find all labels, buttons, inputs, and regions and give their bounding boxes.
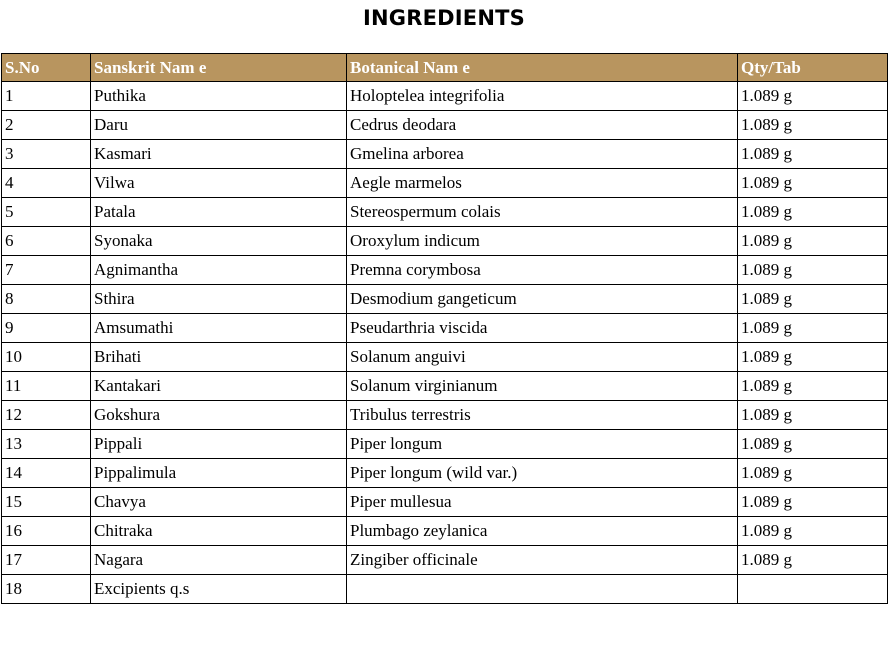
cell-qty-tab: 1.089 g xyxy=(738,343,888,372)
cell-sanskrit-name: Gokshura xyxy=(91,401,347,430)
table-row xyxy=(2,285,888,314)
table-row xyxy=(2,169,888,198)
cell-sno: 8 xyxy=(2,285,91,314)
cell-botanical-name: Desmodium gangeticum xyxy=(347,285,738,314)
cell-sanskrit-name: Amsumathi xyxy=(91,314,347,343)
cell-sanskrit-name: Sthira xyxy=(91,285,347,314)
cell-botanical-name: Stereospermum colais xyxy=(347,198,738,227)
column-header-botanical-name: Botanical Nam e xyxy=(347,54,738,82)
table-row xyxy=(2,459,888,488)
column-header-qty-tab: Qty/Tab xyxy=(738,54,888,82)
cell-sanskrit-name: Kantakari xyxy=(91,372,347,401)
table-row xyxy=(2,430,888,459)
cell-sanskrit-name: Agnimantha xyxy=(91,256,347,285)
cell-qty-tab: 1.089 g xyxy=(738,169,888,198)
cell-botanical-name: Piper longum xyxy=(347,430,738,459)
cell-qty-tab: 1.089 g xyxy=(738,430,888,459)
cell-sanskrit-name: Vilwa xyxy=(91,169,347,198)
cell-sanskrit-name: Brihati xyxy=(91,343,347,372)
cell-sno: 18 xyxy=(2,575,91,604)
cell-sanskrit-name: Patala xyxy=(91,198,347,227)
cell-sno: 2 xyxy=(2,111,91,140)
cell-sno: 3 xyxy=(2,140,91,169)
cell-qty-tab: 1.089 g xyxy=(738,227,888,256)
cell-botanical-name: Cedrus deodara xyxy=(347,111,738,140)
cell-sanskrit-name: Pippalimula xyxy=(91,459,347,488)
cell-sanskrit-name: Pippali xyxy=(91,430,347,459)
table-row xyxy=(2,343,888,372)
column-header-sanskrit-name: Sanskrit Nam e xyxy=(91,54,347,82)
cell-qty-tab: 1.089 g xyxy=(738,517,888,546)
table-row xyxy=(2,517,888,546)
cell-qty-tab: 1.089 g xyxy=(738,82,888,111)
column-header-sno: S.No xyxy=(2,54,91,82)
cell-sanskrit-name: Chitraka xyxy=(91,517,347,546)
cell-botanical-name: Zingiber officinale xyxy=(347,546,738,575)
cell-qty-tab: 1.089 g xyxy=(738,285,888,314)
cell-qty-tab: 1.089 g xyxy=(738,140,888,169)
cell-sanskrit-name: Daru xyxy=(91,111,347,140)
cell-qty-tab: 1.089 g xyxy=(738,372,888,401)
cell-botanical-name: Piper mullesua xyxy=(347,488,738,517)
cell-botanical-name: Solanum virginianum xyxy=(347,372,738,401)
table-row xyxy=(2,401,888,430)
cell-sno: 17 xyxy=(2,546,91,575)
table-row xyxy=(2,227,888,256)
cell-qty-tab: 1.089 g xyxy=(738,111,888,140)
cell-botanical-name: Premna corymbosa xyxy=(347,256,738,285)
cell-botanical-name: Holoptelea integrifolia xyxy=(347,82,738,111)
cell-sno: 14 xyxy=(2,459,91,488)
cell-sno: 13 xyxy=(2,430,91,459)
cell-sno: 11 xyxy=(2,372,91,401)
ingredients-table xyxy=(1,53,888,604)
cell-botanical-name: Oroxylum indicum xyxy=(347,227,738,256)
cell-botanical-name: Aegle marmelos xyxy=(347,169,738,198)
cell-sno: 9 xyxy=(2,314,91,343)
table-row xyxy=(2,82,888,111)
cell-sanskrit-name: Kasmari xyxy=(91,140,347,169)
cell-botanical-name: Piper longum (wild var.) xyxy=(347,459,738,488)
table-row xyxy=(2,546,888,575)
cell-qty-tab: 1.089 g xyxy=(738,546,888,575)
cell-sanskrit-name: Nagara xyxy=(91,546,347,575)
table-body xyxy=(2,82,888,604)
table-row xyxy=(2,111,888,140)
table-row xyxy=(2,256,888,285)
cell-botanical-name: Pseudarthria viscida xyxy=(347,314,738,343)
cell-qty-tab: 1.089 g xyxy=(738,488,888,517)
cell-sno: 10 xyxy=(2,343,91,372)
page-title: INGREDIENTS xyxy=(363,6,525,30)
table-row xyxy=(2,140,888,169)
cell-sno: 4 xyxy=(2,169,91,198)
cell-sanskrit-name: Chavya xyxy=(91,488,347,517)
table-row xyxy=(2,372,888,401)
cell-botanical-name: Solanum anguivi xyxy=(347,343,738,372)
cell-sno: 1 xyxy=(2,82,91,111)
cell-botanical-name: Gmelina arborea xyxy=(347,140,738,169)
table-row xyxy=(2,198,888,227)
cell-sanskrit-name: Excipients q.s xyxy=(91,575,347,604)
cell-sno: 12 xyxy=(2,401,91,430)
cell-sno: 7 xyxy=(2,256,91,285)
table-header-row xyxy=(2,54,888,82)
cell-sno: 5 xyxy=(2,198,91,227)
cell-qty-tab: 1.089 g xyxy=(738,314,888,343)
cell-sno: 6 xyxy=(2,227,91,256)
cell-qty-tab: 1.089 g xyxy=(738,198,888,227)
cell-sno: 16 xyxy=(2,517,91,546)
cell-qty-tab: 1.089 g xyxy=(738,459,888,488)
table-row xyxy=(2,488,888,517)
cell-botanical-name xyxy=(347,575,738,604)
cell-qty-tab xyxy=(738,575,888,604)
table-row xyxy=(2,314,888,343)
cell-qty-tab: 1.089 g xyxy=(738,401,888,430)
cell-sno: 15 xyxy=(2,488,91,517)
cell-qty-tab: 1.089 g xyxy=(738,256,888,285)
cell-botanical-name: Plumbago zeylanica xyxy=(347,517,738,546)
cell-sanskrit-name: Syonaka xyxy=(91,227,347,256)
cell-botanical-name: Tribulus terrestris xyxy=(347,401,738,430)
cell-sanskrit-name: Puthika xyxy=(91,82,347,111)
table-row xyxy=(2,575,888,604)
